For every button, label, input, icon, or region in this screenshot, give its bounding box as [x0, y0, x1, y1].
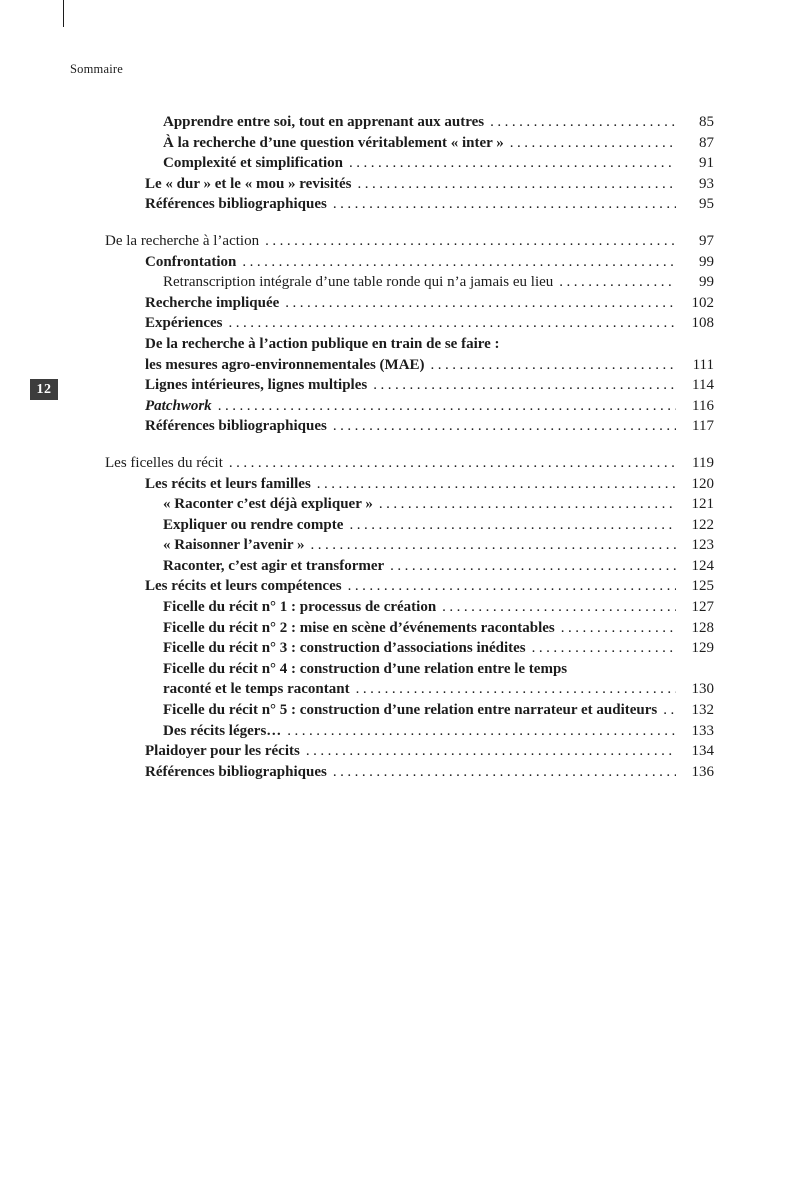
dot-leader	[285, 293, 676, 314]
toc-line	[145, 252, 714, 273]
entry-page-number: 119	[692, 454, 714, 471]
toc-entry	[105, 474, 714, 495]
toc-entry	[105, 556, 714, 577]
toc-entry	[105, 396, 714, 417]
entry-page-number: 116	[692, 397, 714, 414]
toc-entry	[105, 741, 714, 762]
toc-line	[145, 334, 714, 355]
toc-entry	[105, 453, 714, 474]
toc-entry	[105, 721, 714, 742]
toc-line	[145, 194, 714, 215]
toc-line	[105, 453, 714, 474]
toc-line	[145, 576, 714, 597]
toc-group	[105, 453, 714, 783]
dot-leader	[333, 194, 676, 215]
toc-entry	[105, 194, 714, 215]
toc-entry	[105, 133, 714, 154]
toc-line	[163, 494, 714, 515]
entry-page-number: 128	[691, 619, 714, 636]
entry-page-number: 95	[699, 196, 714, 213]
entry-title: Complexité et simplification	[163, 155, 343, 172]
entry-title: Des récits légers…	[163, 722, 282, 739]
toc-entry	[105, 597, 714, 618]
toc-entry	[105, 535, 714, 556]
dot-leader	[333, 416, 676, 437]
entry-title: Le « dur » et le « mou » revisités	[145, 175, 352, 192]
dot-leader	[242, 252, 676, 273]
entry-page-number: 91	[699, 155, 714, 172]
dot-leader	[373, 375, 676, 396]
dot-leader	[510, 133, 676, 154]
dot-leader	[311, 535, 676, 556]
entry-page-number: 108	[691, 315, 714, 332]
dot-leader	[306, 741, 676, 762]
entry-title: Expériences	[145, 315, 223, 332]
entry-title: Lignes intérieures, lignes multiples	[145, 377, 368, 394]
toc-line	[145, 313, 714, 334]
toc-entry	[105, 700, 714, 721]
dot-leader	[490, 112, 676, 133]
toc-line	[163, 700, 714, 721]
entry-page-number: 133	[691, 722, 714, 739]
toc-line	[163, 535, 714, 556]
entry-title: De la recherche à l’action	[105, 232, 260, 249]
entry-page-number: 114	[692, 377, 714, 394]
entry-page-number: 85	[699, 114, 714, 130]
dot-leader	[663, 700, 676, 721]
toc-entry	[105, 416, 714, 437]
entry-page-number: 129	[691, 640, 714, 657]
toc-line	[145, 174, 714, 195]
dot-leader	[532, 638, 676, 659]
toc-entry	[105, 618, 714, 639]
entry-page-number: 127	[691, 599, 714, 616]
entry-title: Recherche impliquée	[145, 294, 280, 311]
dot-leader	[559, 272, 676, 293]
toc-line	[145, 762, 714, 783]
entry-page-number: 132	[691, 702, 714, 719]
toc-entry	[105, 576, 714, 597]
dot-leader	[561, 618, 676, 639]
entry-title: les mesures agro-environnementales (MAE)	[145, 356, 425, 373]
dot-leader	[431, 355, 676, 376]
toc-line	[145, 741, 714, 762]
toc-entry	[105, 313, 714, 334]
entry-page-number: 117	[692, 418, 714, 435]
entry-page-number: 102	[691, 294, 714, 311]
toc-entry	[105, 638, 714, 659]
entry-title: « Raisonner l’avenir »	[163, 537, 305, 554]
dot-leader	[348, 576, 676, 597]
entry-title: Patchwork	[145, 397, 212, 414]
toc-entry	[105, 252, 714, 273]
toc-entry	[105, 494, 714, 515]
dot-leader	[265, 231, 676, 252]
toc-group	[105, 112, 714, 215]
entry-title: Plaidoyer pour les récits	[145, 743, 300, 760]
entry-page-number: 136	[691, 763, 714, 780]
entry-title: « Raconter c’est déjà expliquer »	[163, 496, 373, 513]
entry-title: Références bibliographiques	[145, 763, 327, 780]
dot-leader	[287, 721, 676, 742]
toc-line	[145, 396, 714, 417]
toc-group	[105, 231, 714, 437]
entry-page-number: 125	[691, 578, 714, 595]
entry-title: Références bibliographiques	[145, 196, 327, 213]
corner-trim-mark	[63, 0, 64, 27]
entry-page-number: 93	[699, 175, 714, 192]
toc	[105, 112, 714, 782]
entry-title: Ficelle du récit n° 5 : construction d’une relation entre narrateur et auditeurs	[163, 702, 658, 719]
entry-page-number: 97	[699, 232, 714, 249]
toc-entry	[105, 334, 714, 375]
entry-title: Les ficelles du récit	[105, 454, 223, 471]
dot-leader	[379, 494, 676, 515]
toc-entry	[105, 293, 714, 314]
toc-line	[163, 112, 714, 133]
entry-page-number: 87	[699, 134, 714, 151]
entry-title: Ficelle du récit n° 3 : construction d’associations inédites	[163, 640, 526, 657]
entry-page-number: 124	[691, 557, 714, 574]
entry-title: Ficelle du récit n° 4 : construction d’une relation entre le temps	[163, 660, 568, 677]
entry-title: Références bibliographiques	[145, 418, 327, 435]
entry-page-number: 134	[691, 743, 714, 760]
toc-entry	[105, 153, 714, 174]
entry-title: Ficelle du récit n° 2 : mise en scène d’événements racontables	[163, 619, 555, 636]
toc-line	[163, 515, 714, 536]
toc-entry	[105, 112, 714, 133]
entry-title: Raconter, c’est agir et transformer	[163, 557, 385, 574]
entry-title: À la recherche d’une question véritablement « inter »	[163, 134, 504, 151]
toc-line	[163, 659, 714, 680]
entry-title: Les récits et leurs familles	[145, 475, 311, 492]
dot-leader	[317, 474, 676, 495]
toc-entry	[105, 375, 714, 396]
toc-line	[145, 355, 714, 376]
dot-leader	[390, 556, 676, 577]
entry-title: raconté et le temps racontant	[163, 681, 350, 698]
entry-page-number: 130	[691, 681, 714, 698]
entry-page-number: 122	[691, 516, 714, 533]
toc-line	[163, 556, 714, 577]
entry-title: Retranscription intégrale d’une table ronde qui n’a jamais eu lieu	[163, 274, 554, 291]
toc-line	[145, 293, 714, 314]
dot-leader	[356, 679, 676, 700]
entry-title: Les récits et leurs compétences	[145, 578, 342, 595]
entry-page-number: 99	[699, 274, 714, 291]
toc-entry	[105, 762, 714, 783]
entry-title: Ficelle du récit n° 1 : processus de création	[163, 599, 437, 616]
toc-entry	[105, 174, 714, 195]
entry-page-number: 123	[691, 537, 714, 554]
toc-line	[163, 153, 714, 174]
toc-line	[145, 416, 714, 437]
toc-entry	[105, 659, 714, 700]
toc-line	[145, 375, 714, 396]
dot-leader	[358, 174, 676, 195]
toc-line	[163, 597, 714, 618]
entry-page-number: 121	[691, 496, 714, 513]
entry-title: Expliquer ou rendre compte	[163, 516, 344, 533]
toc-line	[163, 133, 714, 154]
toc-line	[145, 474, 714, 495]
toc-line	[163, 638, 714, 659]
entry-title: Confrontation	[145, 253, 237, 270]
page-number-marker: 12	[30, 379, 58, 400]
dot-leader	[349, 515, 676, 536]
toc-line	[163, 721, 714, 742]
dot-leader	[218, 396, 676, 417]
toc-entry	[105, 515, 714, 536]
toc-line	[163, 679, 714, 700]
running-header: Sommaire	[70, 62, 123, 76]
dot-leader	[228, 313, 676, 334]
dot-leader	[333, 762, 676, 783]
toc-line	[163, 618, 714, 639]
toc-entry	[105, 272, 714, 293]
dot-leader	[229, 453, 676, 474]
toc-line	[163, 272, 714, 293]
entry-title: De la recherche à l’action publique en train de se faire :	[145, 335, 500, 352]
dot-leader	[442, 597, 676, 618]
dot-leader	[349, 153, 676, 174]
toc-entry	[105, 231, 714, 252]
entry-page-number: 99	[699, 253, 714, 270]
entry-page-number: 111	[692, 356, 714, 373]
entry-page-number: 120	[691, 475, 714, 492]
toc-line	[105, 231, 714, 252]
entry-title: Apprendre entre soi, tout en apprenant aux autres	[163, 114, 485, 130]
